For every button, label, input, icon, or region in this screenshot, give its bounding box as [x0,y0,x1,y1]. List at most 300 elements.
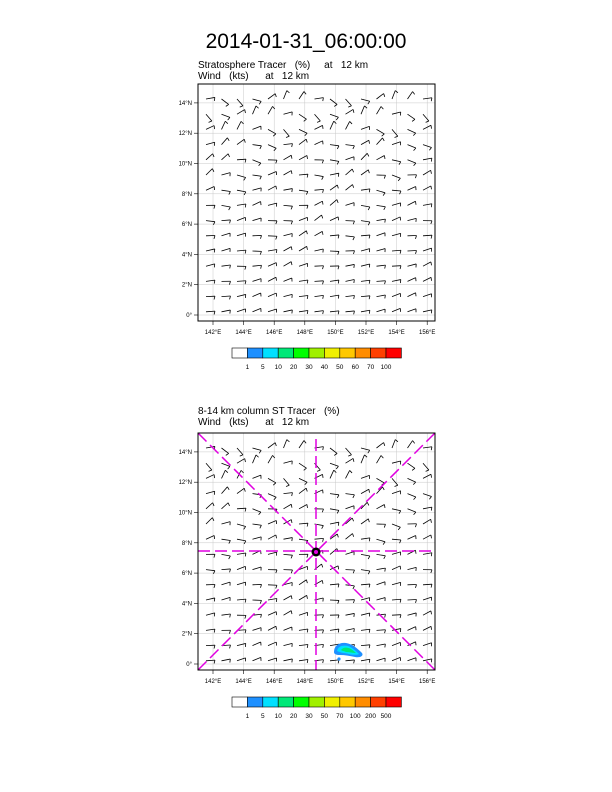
wind-barb [392,599,401,600]
wind-barb-feather [287,440,290,442]
wind-barb-feather [306,231,307,234]
wind-barb [253,567,262,570]
panel1-frame [198,84,435,321]
lon-tick-label: 144°E [235,679,252,685]
wind-barb [284,247,292,251]
wind-barb [299,310,308,311]
wind-barb [206,221,215,222]
wind-barb [377,249,386,251]
wind-barb [346,236,355,237]
wind-barb-feather [209,121,212,122]
wind-barb [253,455,257,463]
wind-barb-feather [240,455,243,456]
wind-barb [206,491,215,493]
wind-barb [299,174,308,175]
wind-barb [206,169,212,175]
wind-barb [237,566,245,569]
wind-barb-feather [334,104,337,106]
colorbar-label: 100 [349,713,361,720]
wind-barb [315,175,324,177]
wind-barb [284,538,293,540]
wind-barb-feather [431,535,432,538]
wind-barb-feather [228,154,229,157]
lon-tick-label: 154°E [388,330,405,336]
wind-barb [361,235,370,236]
wind-barb [299,659,308,660]
wind-barb [206,142,215,144]
wind-barb [361,475,369,478]
wind-barb-feather [323,615,324,618]
wind-barb [392,293,400,296]
wind-barb-feather [368,556,370,559]
lat-tick-label: 0° [186,313,192,319]
wind-barb [377,554,386,555]
wind-barb-feather [214,280,215,283]
wind-barb [237,524,246,526]
wind-barb [330,185,337,190]
wind-barb [377,644,386,646]
wind-barb [222,220,231,221]
wind-barb [315,215,322,221]
wind-barb [268,186,276,190]
wind-barb-feather [260,584,261,587]
wind-barb [392,217,400,221]
wind-barb-feather [353,146,355,149]
lat-tick-label: 0° [186,662,192,668]
wind-barb-feather [245,159,246,162]
wind-barb [299,612,308,615]
wind-barb [408,92,413,99]
panel1-gridlines [198,84,435,321]
wind-barb [284,461,293,463]
wind-barb [237,294,246,296]
wind-barb-feather [230,220,231,223]
wind-barb [392,266,401,267]
wind-barb-feather [304,92,306,95]
wind-barb-feather [307,205,308,208]
wind-barb [377,568,386,570]
wind-barb-feather [276,160,277,163]
wind-barb-feather [244,541,246,544]
wind-barb-feather [431,98,432,101]
colorbar-box [324,697,339,707]
panel1-title-line2: Wind (kts) at 12 km [198,71,310,82]
wind-barb-feather [398,527,400,530]
wind-barb-feather [322,231,323,234]
wind-barb [346,552,355,555]
wind-barb [346,185,353,191]
wind-barb-feather [385,630,386,633]
colorbar-box [371,697,386,707]
wind-barb [408,658,416,661]
colorbar-label: 5 [260,364,265,371]
lat-tick-label: 8°N [181,540,192,547]
wind-barb [392,539,401,540]
wind-barb-feather [305,133,307,136]
wind-barb-feather [225,121,228,123]
wind-barb-feather [353,237,355,240]
wind-barb [237,121,241,129]
wind-barb [330,448,337,453]
wind-barb [222,233,231,236]
wind-barb [346,629,355,631]
wind-barb-feather [395,136,398,137]
wind-barb [284,205,293,206]
wind-barb-feather [275,94,276,97]
wind-barb [268,263,276,267]
wind-barb [284,493,293,494]
wind-barb-feather [260,146,262,149]
wind-barb [392,478,398,485]
wind-barb-feather [245,204,246,207]
wind-barb [237,448,243,455]
wind-barb-feather [276,626,277,629]
wind-barb [253,628,262,631]
wind-barb [268,277,276,281]
wind-barb-feather [412,119,415,121]
wind-barb-feather [431,170,432,173]
wind-barb [346,311,355,312]
wind-barb [361,99,370,101]
colorbar-box [324,348,339,358]
wind-barb [253,279,262,282]
lat-tick-label: 8°N [181,191,192,198]
wind-barb [268,455,273,463]
colorbar-box [340,697,355,707]
wind-barb-feather [416,550,417,553]
wind-barb-feather [383,542,385,545]
colorbar-box [232,697,247,707]
wind-barb [268,145,276,149]
wind-barb [346,470,350,478]
panel2-colorbar [232,697,401,720]
lon-tick-label: 142°E [204,679,222,685]
wind-barb [330,470,334,478]
wind-barb-feather [369,140,370,143]
wind-barb [253,202,261,206]
wind-barb-feather [307,155,308,158]
wind-barb-feather [368,207,370,210]
wind-barb [392,524,400,527]
wind-barb-feather [276,599,277,602]
wind-barb [330,200,337,206]
wind-barb [206,311,215,312]
wind-barb [237,643,246,645]
wind-barb [361,296,370,297]
wind-barb-feather [229,556,231,559]
wind-barb [377,205,386,206]
wind-barb [222,569,231,570]
wind-barb-feather [323,266,324,269]
wind-barb [222,487,228,494]
wind-barb-feather [230,265,231,268]
wind-barb [377,505,385,509]
wind-barb-feather [323,538,324,541]
wind-barb-feather [385,281,386,284]
wind-barb-feather [261,614,262,617]
wind-barb-feather [305,482,307,485]
wind-barb [237,508,246,509]
wind-barb-feather [292,493,293,496]
wind-barb [377,443,384,448]
wind-barb-feather [369,189,370,192]
wind-barb-feather [307,174,308,177]
wind-barb-feather [229,630,230,633]
wind-barb-feather [414,148,416,151]
wind-barb-feather [323,311,324,314]
lon-tick-label: 148°E [296,679,314,685]
wind-barb-feather [214,645,215,648]
wind-barb-feather [229,540,231,543]
wind-barb [408,441,413,448]
wind-barb-feather [244,139,245,142]
wind-barb [392,566,400,570]
wind-barb [299,478,307,482]
wind-barb [222,138,228,145]
wind-barb-feather [291,247,292,250]
wind-barb [361,455,364,463]
wind-barb [330,99,337,104]
wind-barb-feather [322,160,323,163]
wind-barb-feather [353,251,354,254]
wind-barb [392,582,401,584]
wind-barb [237,582,246,585]
colorbar-box [278,697,293,707]
wind-barb [268,552,277,554]
wind-barb [206,518,212,524]
wind-barb [284,554,293,555]
wind-barb [330,522,339,524]
storm-center-marker [198,433,435,670]
wind-barb-feather [214,97,215,100]
wind-barb [206,660,215,661]
wind-barb-feather [291,221,292,224]
wind-barb [346,203,355,206]
wind-barb [237,233,246,236]
wind-barb-feather [337,495,339,498]
wind-barb [377,94,384,99]
wind-barb [237,190,246,192]
wind-barb-feather [368,519,369,522]
forecast-time-title: 2014-01-31_06:00:00 [205,30,407,53]
wind-barb [284,278,292,281]
wind-barb [315,311,324,312]
wind-barb-feather [383,193,385,196]
wind-barb [222,448,229,453]
wind-barb [392,440,395,448]
wind-barb [237,250,246,251]
wind-barb [222,614,231,615]
wind-barb [237,159,246,160]
wind-barb [392,190,401,191]
colorbar-label: 5 [260,713,265,720]
wind-barb [423,170,431,175]
wind-barb-feather [385,614,386,617]
wind-barb [330,494,339,495]
wind-barb-feather [291,555,292,558]
wind-barb-feather [431,221,432,224]
lon-tick-label: 142°E [204,330,222,336]
wind-barb-feather [350,470,352,473]
wind-barb [299,155,307,159]
wind-barb-feather [431,584,432,587]
wind-barb-feather [226,104,229,106]
wind-barb [361,106,364,114]
wind-barb-feather [230,645,231,648]
wind-barb-feather [354,311,355,314]
wind-barb-feather [322,177,324,180]
wind-barb [268,106,273,114]
wind-barb-feather [214,585,215,588]
wind-barb-feather [229,281,230,284]
wind-barb [392,129,398,136]
wind-barb-feather [384,524,385,527]
wind-barb [206,570,215,571]
wind-barb [361,538,370,539]
wind-barb-feather [228,117,230,120]
colorbar-label: 10 [274,713,282,720]
wind-barb-feather [416,600,417,603]
wind-barb-feather [213,222,215,225]
wind-barb-feather [292,189,293,192]
wind-barb-feather [413,441,415,444]
wind-barb [284,112,293,114]
wind-barb-feather [323,660,324,663]
wind-barb [315,141,323,145]
wind-barb [330,280,339,281]
wind-barb-feather [337,161,339,164]
wind-barb [346,264,355,266]
panel1-wind-barbs [206,91,432,315]
panel1-map [179,84,436,336]
wind-barb [237,488,244,493]
wind-barb [299,129,307,133]
wind-barb-feather [415,175,416,178]
wind-barb [315,538,324,539]
wind-barb [299,504,307,508]
colorbar-label: 50 [336,364,344,371]
wind-barb-feather [338,615,339,618]
wind-barb [361,140,369,144]
wind-barb-feather [245,553,246,556]
panel1-title-line1: Stratosphere Tracer (%) at 12 km [198,60,369,71]
wind-barb-feather [431,570,432,573]
wind-barb [268,658,277,661]
wind-barb [346,448,352,455]
wind-barb-feather [261,265,262,268]
wind-barb [408,218,417,220]
wind-barb [330,463,338,466]
wind-barb-feather [369,629,370,632]
wind-barb-feather [338,280,339,283]
wind-barb-feather [273,106,275,109]
wind-barb [253,524,262,525]
wind-barb [284,659,293,661]
wind-barb-feather [337,146,339,149]
wind-barb-feather [385,265,386,268]
wind-barb [299,463,306,468]
wind-barb-feather [291,504,292,507]
wind-barb [299,217,307,220]
wind-barb [377,190,386,193]
wind-barb [284,478,290,485]
wind-barb [330,160,339,162]
wind-barb-feather [385,219,386,222]
wind-barb-feather [369,296,370,299]
wind-barb [284,91,287,99]
wind-barb [361,264,370,266]
wind-barb [361,554,370,556]
wind-barb [253,106,257,114]
wind-barb-feather [228,466,230,469]
wind-barb-feather [413,92,415,95]
wind-barb [299,488,306,493]
wind-barb [206,114,212,121]
wind-barb [408,160,416,163]
wind-barb [408,309,416,312]
lon-tick-label: 150°E [327,330,344,336]
wind-barb-feather [352,518,353,521]
wind-barb-feather [429,147,431,150]
wind-barb [408,145,416,148]
wind-barb [361,280,370,281]
wind-barb [222,154,229,160]
wind-barb [222,114,230,117]
wind-barb [377,156,385,160]
wind-barb-feather [240,106,243,107]
lon-tick-label: 152°E [357,679,375,685]
wind-barb-feather [291,206,292,209]
wind-barb [346,109,354,114]
wind-barb [222,205,231,207]
wind-barb [268,172,276,175]
wind-barb-feather [323,98,324,101]
wind-barb [330,235,339,236]
panel1-colorbar [232,348,401,371]
wind-barb [330,173,339,175]
lon-tick-label: 150°E [327,679,344,685]
wind-barb-feather [276,250,277,253]
wind-barb-feather [369,280,370,283]
wind-barb [268,293,276,297]
wind-barb-feather [415,524,416,527]
wind-barb-feather [353,221,354,224]
wind-barb-feather [368,571,370,574]
wind-barb-feather [214,296,215,299]
wind-barb-feather [384,156,385,159]
wind-barb [361,310,370,312]
wind-barb [346,506,354,509]
wind-barb-feather [276,535,277,538]
wind-barb [315,201,323,205]
wind-barb-feather [322,564,323,567]
wind-barb-feather [416,251,417,254]
colorbar-label: 70 [336,713,344,720]
colorbar-box [355,697,370,707]
wind-barb [253,160,261,163]
colorbar-label: 50 [320,713,329,720]
wind-barb [299,246,307,251]
wind-barb [206,463,212,470]
wind-barb-feather [384,505,385,508]
wind-barb [408,509,416,512]
wind-barb-feather [415,235,416,238]
wind-barb-feather [322,215,323,218]
wind-barb-feather [336,117,338,120]
wind-barb [253,537,262,539]
wind-barb [423,114,429,121]
wind-barb-feather [400,599,401,602]
